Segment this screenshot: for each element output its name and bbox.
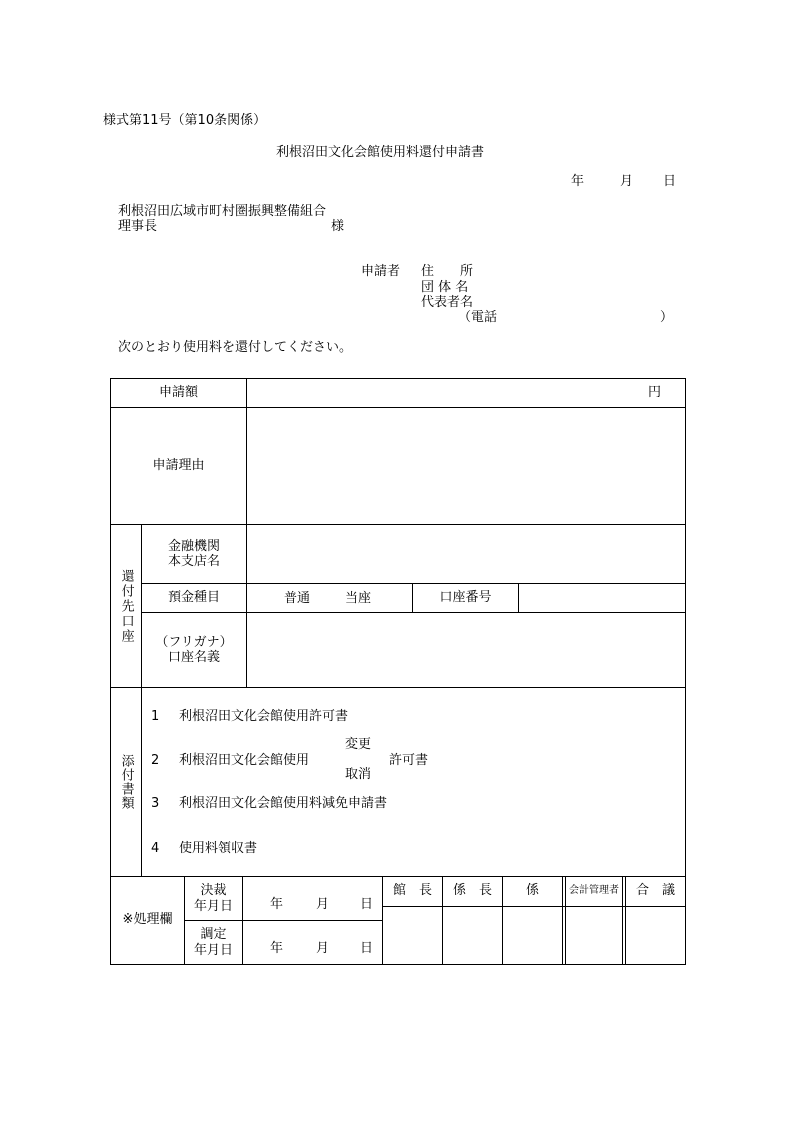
applicant-label: 申請者 (361, 264, 401, 279)
attachment-3-number: 3 (151, 796, 160, 811)
decision-date-label (185, 877, 242, 920)
approver-staff-label: 係 (525, 883, 539, 899)
table-border-bottom (110, 964, 686, 965)
processing-label: ※処理欄 (122, 912, 173, 928)
addressee-honorific: 様 (331, 219, 345, 234)
account-name-field[interactable] (247, 613, 685, 687)
stamp-box-director[interactable] (383, 907, 442, 964)
attachment-1-number: 1 (151, 709, 160, 724)
deposit-type-label: 預金種目 (167, 589, 220, 605)
bank-label-line1: 金融機関 (167, 538, 220, 554)
account-name-label-text: 口座名義 (167, 650, 220, 665)
attachment-2-change-option[interactable]: 変更 (345, 737, 372, 752)
account-number-field[interactable] (519, 584, 685, 612)
row-divider (110, 687, 686, 688)
decision-year: 年 (270, 897, 284, 912)
approver-accounting-label: 会計管理者 (569, 885, 619, 897)
yen-unit: 円 (648, 385, 662, 400)
refund-account-label-text: 還付先口座 (118, 568, 134, 644)
stamp-box-chief[interactable] (443, 907, 502, 964)
attachments-label (111, 688, 141, 876)
intro-text: 次のとおり使用料を還付してください。 (118, 340, 353, 355)
column-divider (562, 876, 563, 965)
date-month-label: 月 (620, 174, 634, 189)
stamp-box-accounting[interactable] (566, 907, 622, 964)
adjust-year: 年 (270, 941, 284, 956)
applicant-phone-close: ） (660, 310, 674, 325)
account-name-label (142, 613, 246, 687)
document-title: 利根沼田文化会館使用料還付申請書 (276, 145, 485, 160)
attachment-4-number: 4 (151, 841, 160, 856)
attachment-2-number: 2 (151, 753, 160, 768)
adjust-label-line1: 調定 (200, 927, 227, 943)
stamp-box-council[interactable] (626, 907, 685, 964)
reason-field[interactable] (247, 408, 685, 524)
adjust-label-line2: 年月日 (193, 942, 233, 958)
date-day-label: 日 (663, 174, 677, 189)
attachment-2-suffix: 許可書 (389, 753, 429, 768)
form-number: 様式第11号（第10条関係） (103, 113, 267, 128)
approver-council-label: 合 議 (635, 883, 675, 899)
approver-director-label: 館 長 (392, 883, 432, 899)
bank-label-line2: 本支店名 (167, 554, 220, 569)
reason-label: 申請理由 (152, 457, 205, 473)
bank-field[interactable] (247, 525, 685, 583)
deposit-ordinary-option[interactable]: 普通 (284, 591, 311, 606)
furigana-label: （フリガナ） (155, 634, 233, 650)
addressee-role: 理事長 (118, 219, 158, 234)
attachments-label-text: 添付書類 (118, 754, 134, 810)
applicant-group-label: 団 体 名 (421, 280, 469, 295)
column-divider (622, 876, 623, 965)
approver-chief-label: 係 長 (452, 883, 492, 899)
date-year-label: 年 (571, 174, 585, 189)
attachment-2-cancel-option[interactable]: 取消 (345, 767, 372, 782)
account-number-label: 口座番号 (439, 589, 492, 605)
bank-label (142, 525, 246, 583)
attachment-1-text: 利根沼田文化会館使用許可書 (179, 709, 349, 724)
amount-label: 申請額 (158, 384, 198, 400)
attachment-2-text: 利根沼田文化会館使用 (179, 753, 310, 768)
refund-account-label (111, 525, 141, 687)
applicant-phone-open: （電話 (458, 310, 498, 325)
decision-label-line1: 決裁 (200, 883, 227, 899)
adjust-day: 日 (360, 941, 374, 956)
attachment-4-text: 使用料領収書 (179, 841, 258, 856)
decision-label-line2: 年月日 (193, 898, 233, 914)
addressee-org: 利根沼田広域市町村圏振興整備組合 (118, 204, 327, 219)
applicant-address-label: 住 所 (421, 264, 474, 279)
adjustment-date-label (185, 921, 242, 964)
decision-month: 月 (316, 897, 330, 912)
adjust-month: 月 (316, 941, 330, 956)
stamp-box-staff[interactable] (503, 907, 562, 964)
applicant-representative-label: 代表者名 (421, 295, 474, 310)
amount-field[interactable] (247, 379, 627, 407)
deposit-current-option[interactable]: 当座 (345, 591, 372, 606)
decision-day: 日 (360, 897, 374, 912)
attachment-3-text: 利根沼田文化会館使用料減免申請書 (179, 796, 388, 811)
